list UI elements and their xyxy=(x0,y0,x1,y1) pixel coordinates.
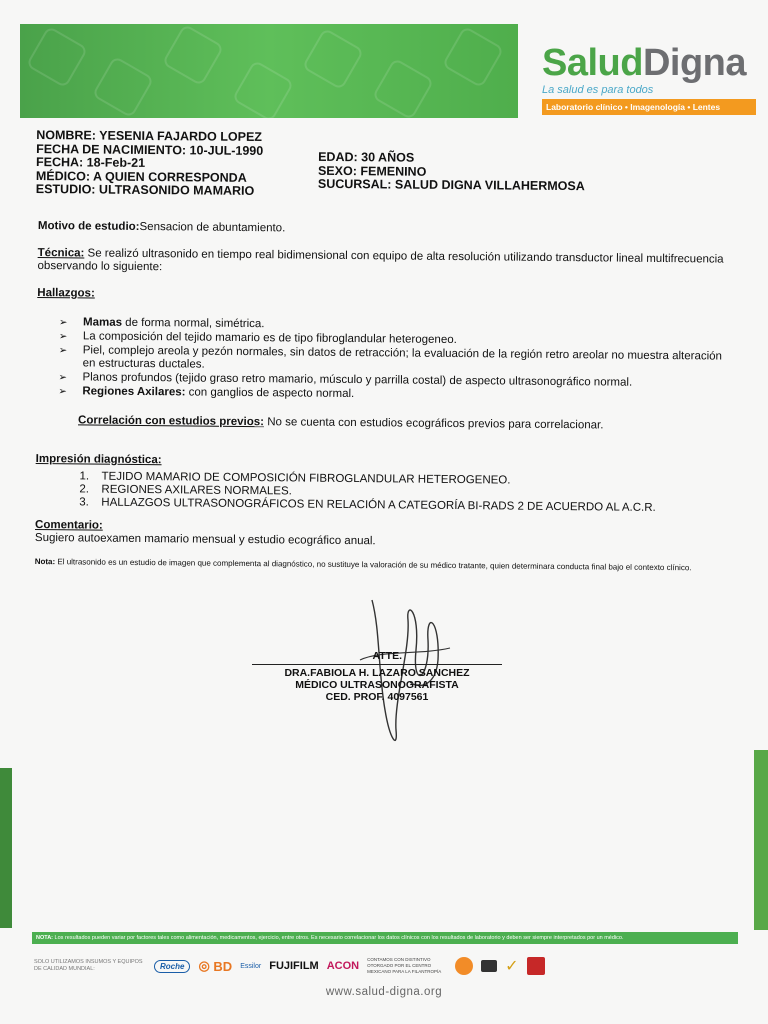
list-item: ➢ Regiones Axilares: con ganglios de aspecto normal. xyxy=(58,385,355,401)
patient-info-right xyxy=(318,151,585,194)
seal-badge-icon xyxy=(527,957,545,975)
report-date: FECHA: 18-Feb-21 xyxy=(35,155,146,170)
tecnica-label: Técnica: xyxy=(37,246,85,260)
doctor-name: DRA.FABIOLA H. LAZARO SANCHEZ xyxy=(284,667,470,679)
tecnica-text: Se realizó ultrasonido en tiempo real bidimensional con equipo de alta resolución utilizando transductor lineal multifrecuencia observando lo siguiente: xyxy=(37,247,724,274)
essilor-logo: Essilor xyxy=(240,962,262,970)
signature-block xyxy=(252,650,502,703)
background-edge xyxy=(754,750,768,930)
bd-logo: ◎ BD xyxy=(198,958,233,974)
arrow-bullet-icon: ➢ xyxy=(58,317,68,329)
fujifilm-logo: FUJIFILM xyxy=(269,960,319,972)
list-item: ➢ Piel, complejo areola y pezón normales, sin datos de retracción; la evaluación de la región retro areolar no muestra alteración en estructuras ductales. xyxy=(58,344,723,371)
impresion-list xyxy=(79,470,725,515)
list-item: ➢ Mamas de forma normal, simétrica. xyxy=(58,316,265,331)
comentario-text: Sugiero autoexamen mamario mensual y estudio ecográfico anual. xyxy=(34,531,376,548)
referring-doctor: MÉDICO: A QUIEN CORRESPONDA xyxy=(35,168,247,185)
partner-logos xyxy=(34,952,738,980)
findings-list xyxy=(58,316,727,404)
list-item: 1. TEJIDO MAMARIO DE COMPOSICIÓN FIBROGLANDULAR HETEROGENEO. xyxy=(79,470,511,487)
study-type: ESTUDIO: ULTRASONIDO MAMARIO xyxy=(35,182,255,198)
motivo xyxy=(38,220,728,240)
disclaimer-note xyxy=(35,557,725,574)
award-badge-icon xyxy=(455,957,473,975)
report-body xyxy=(35,220,728,574)
quality-statement: SOLO UTILIZAMOS INSUMOS Y EQUIPOS DE CALIDAD MUNDIAL: xyxy=(34,959,143,972)
list-item: 2. REGIONES AXILARES NORMALES. xyxy=(79,483,292,498)
patient-name: NOMBRE: YESENIA FAJARDO LOPEZ xyxy=(36,128,263,144)
patient-age: EDAD: 30 AÑOS xyxy=(318,149,415,165)
header-banner xyxy=(20,24,518,118)
correlacion-label: Correlación con estudios previos: xyxy=(78,414,265,429)
hallazgos-title: Hallazgos: xyxy=(37,286,95,300)
logo-services-bar: Laboratorio clínico • Imagenología • Lentes xyxy=(542,99,756,115)
footer-note-bar xyxy=(32,932,738,944)
branch: SUCURSAL: SALUD DIGNA VILLAHERMOSA xyxy=(317,176,585,194)
cemefi-statement: CONTAMOS CON DISTINTIVO OTORGADO POR EL CENTRO MEXICANO PARA LA FILANTROPÍA xyxy=(367,957,442,974)
doctor-title: MÉDICO ULTRASONOGRAFISTA xyxy=(295,679,459,691)
list-item: ➢ Planos profundos (tejido graso retro mamario, músculo y parrilla costal) de aspecto ultrasonográfico normal. xyxy=(58,371,633,389)
roche-logo: Roche xyxy=(154,960,190,973)
arrow-bullet-icon: ➢ xyxy=(58,386,67,398)
logo-word-salud: Salud xyxy=(542,42,643,84)
certification-badge-icon xyxy=(481,960,497,972)
signature-line xyxy=(252,664,502,665)
acon-logo: ACON xyxy=(326,960,360,972)
note-text: El ultrasonido es un estudio de imagen que complementa al diagnóstico, no sustituye la valoración de su médico tratante, quien determinara conducta final bajo el contexto clínico. xyxy=(55,557,692,573)
footer-note-label: NOTA: xyxy=(36,935,54,941)
website-url: www.salud-digna.org xyxy=(325,986,443,998)
comentario-title: Comentario: xyxy=(35,518,103,532)
patient-info-left xyxy=(36,129,264,198)
atte-label: ATTE. xyxy=(372,650,402,662)
impresion-title: Impresión diagnóstica: xyxy=(35,452,162,467)
logo-tagline: La salud es para todos xyxy=(542,84,654,96)
background-edge xyxy=(0,768,12,928)
tecnica xyxy=(37,247,727,280)
checkmark-badge-icon: ✓ xyxy=(505,958,519,975)
note-label: Nota: xyxy=(34,556,56,567)
arrow-bullet-icon: ➢ xyxy=(58,345,68,357)
doctor-license: CED. PROF. 4097561 xyxy=(325,691,429,703)
patient-birthdate: FECHA DE NACIMIENTO: 10-JUL-1990 xyxy=(36,141,264,158)
arrow-bullet-icon: ➢ xyxy=(58,331,68,343)
logo-word-digna: Digna xyxy=(642,42,747,84)
motivo-label: Motivo de estudio: xyxy=(37,220,140,233)
list-item: 3. HALLAZGOS ULTRASONOGRÁFICOS EN RELACIÓN A CATEGORÍA BI-RADS 2 DE ACUERDO AL A.C.R. xyxy=(79,496,656,514)
footer-note-text: Los resultados pueden variar por factores tales como alimentación, medicamentos, ejercicio, entre otros. Es necesario correlacionar los datos clínicos con los resultados de laboratorio y deben ser siempre interpretados por un médico. xyxy=(53,935,624,941)
salud-digna-logo xyxy=(542,44,760,115)
arrow-bullet-icon: ➢ xyxy=(58,372,67,384)
motivo-text: Sensacion de abuntamiento. xyxy=(139,220,286,235)
patient-sex: SEXO: FEMENINO xyxy=(317,163,427,179)
correlacion xyxy=(78,414,726,433)
list-item: ➢ La composición del tejido mamario es de tipo fibroglandular heterogeneo. xyxy=(58,330,457,347)
correlacion-text: No se cuenta con estudios ecográficos previos para correlacionar. xyxy=(263,416,604,432)
